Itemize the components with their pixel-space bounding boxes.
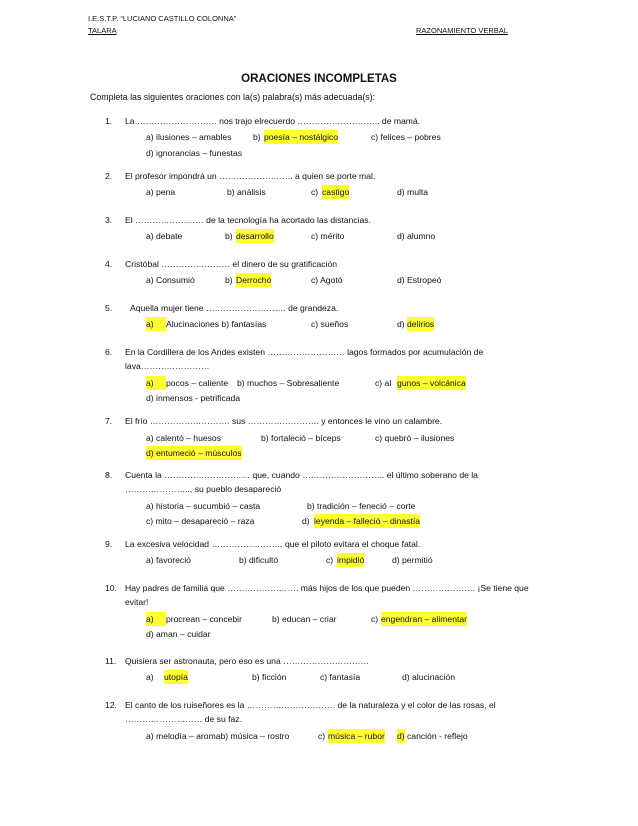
question-stem: El canto de los ruiseñores es la …………………………. de la naturaleza y el color de las rosas, el ……………………… de su faz. xyxy=(125,700,496,724)
question-number: 3. xyxy=(105,215,113,225)
option-c-letter: c) xyxy=(311,187,319,197)
option-a-b: Alucinaciones b) fantasías xyxy=(166,319,267,329)
option-b-answer: desarrollo xyxy=(236,231,274,241)
question-7 xyxy=(105,415,545,429)
option-c-letter: c) xyxy=(318,731,326,741)
option-d-answer: d) entumeció – músculos xyxy=(146,448,242,458)
option-a-letter: a) xyxy=(146,317,166,331)
option-d-answer: delirios xyxy=(407,319,435,329)
question-number: 6. xyxy=(105,347,113,357)
question-stem: La excesiva velocidad ……………………. que el piloto evitara el choque fatal. xyxy=(125,539,421,549)
question-12 xyxy=(105,699,545,726)
instructions: Completa las siguientes oraciones con la(s) palabra(s) más adecuada(s): xyxy=(90,92,376,102)
question-stem: Aquella mujer tiene ………………………. de grandeza. xyxy=(130,303,339,313)
option-c: c) fantasía xyxy=(320,672,361,682)
option-c: c) sueños xyxy=(311,319,349,329)
question-stem: Hay padres de familia que ……………………. más hijos de los que pueden …………………. ¡Se tiene que evitar! xyxy=(125,583,529,607)
question-2 xyxy=(105,170,545,184)
question-stem: Cuenta la ………………………… que, cuando ……………………….. el último soberano de la ………………….., su pueblo desapareció xyxy=(125,470,478,494)
question-stem: El …………………… de la tecnología ha acortado las distancias. xyxy=(125,215,371,225)
question-number: 2. xyxy=(105,171,113,181)
school-name: I.E.S.T.P. “LUCIANO CASTILLO COLONNA” xyxy=(88,14,237,23)
question-9 xyxy=(105,538,545,552)
question-stem: La ………………………. nos trajo elrecuerdo ……………………….. de mamá. xyxy=(125,116,421,126)
question-number: 5. xyxy=(105,303,113,313)
option-b: b) educan – criar xyxy=(272,614,337,624)
question-stem: El profesor impondrá un …………………….. a quien se porte mal. xyxy=(125,171,376,181)
option-d: d) aman – cuidar xyxy=(146,629,211,639)
page-title: ORACIONES INCOMPLETAS xyxy=(241,73,397,85)
option-b: b) tradición – feneció – corte xyxy=(307,501,416,511)
option-d: d) multa xyxy=(397,187,429,197)
question-6 xyxy=(105,346,545,373)
option-b-answer: poesía – nostálgico xyxy=(264,132,339,142)
option-d-letter: d) xyxy=(302,516,310,526)
option-a-answer: procrean – concebir xyxy=(166,614,242,624)
option-b-letter: b) xyxy=(253,132,261,142)
option-b: b) ficción xyxy=(252,672,287,682)
question-stem: En la Cordillera de los Andes existen ……………………… lagos formados por acumulación de lava…………………… xyxy=(125,347,484,371)
question-number: 9. xyxy=(105,539,113,549)
option-c-answer: música – rubor xyxy=(328,731,385,741)
question-number: 10. xyxy=(105,583,117,593)
option-d: d) ignorancias – funestas xyxy=(146,148,243,158)
option-d: d) alucinación xyxy=(402,672,456,682)
option-d: d) Estropeó xyxy=(397,275,442,285)
option-d: d) alumno xyxy=(397,231,436,241)
question-11 xyxy=(105,655,545,669)
option-a: a) historia – sucumbió – casta xyxy=(146,501,261,511)
option-d-answer: leyenda – falleció – dinastía xyxy=(314,516,421,526)
question-number: 12. xyxy=(105,700,117,710)
question-stem: El frío ………………………. sus ……………………. y entonces le vino un calambre. xyxy=(125,416,443,426)
option-c-answer: castigo xyxy=(322,187,350,197)
option-c-answer: engendran – alimentar xyxy=(381,614,467,624)
option-b: b) dificultó xyxy=(239,555,279,565)
option-d-letter: d) xyxy=(397,731,405,741)
option-c: c) mérito xyxy=(311,231,345,241)
option-b: b) muchos – Sobresaliente xyxy=(237,378,340,388)
option-a-answer: pocos – caliente xyxy=(166,378,229,388)
question-5 xyxy=(105,302,545,316)
option-d: d) inmensos - petrificada xyxy=(146,393,241,403)
option-a: a) calentó – huesos xyxy=(146,433,222,443)
question-stem: Quisiera ser astronauta, pero eso es una ………………………… xyxy=(125,656,370,666)
question-10 xyxy=(105,582,545,609)
option-a: a) pena xyxy=(146,187,176,197)
option-c-letter: c) al xyxy=(375,378,392,388)
option-a: a) favoreció xyxy=(146,555,191,565)
option-a: a) debate xyxy=(146,231,183,241)
option-c: c) Agotó xyxy=(311,275,343,285)
question-3 xyxy=(105,214,545,228)
option-a-letter: a) xyxy=(146,612,166,626)
option-c-answer: gunos – volcánica xyxy=(397,378,466,388)
question-8 xyxy=(105,469,545,496)
option-b: b) fortaleció – bíceps xyxy=(261,433,341,443)
subject-name: RAZONAMIENTO VERBAL xyxy=(416,26,508,35)
option-b: b) análisis xyxy=(227,187,266,197)
option-a: a) Consumió xyxy=(146,275,195,285)
option-a-answer: utopía xyxy=(164,672,188,682)
option-b-answer: Derrochó xyxy=(236,275,272,285)
question-1 xyxy=(105,115,545,129)
question-number: 11. xyxy=(105,656,117,666)
question-number: 7. xyxy=(105,416,113,426)
option-a-letter: a) xyxy=(146,376,166,390)
option-b-letter: b) xyxy=(225,231,233,241)
option-c: c) mito – desapareció – raza xyxy=(146,516,255,526)
option-d: d) permitió xyxy=(392,555,433,565)
question-stem: Cristóbal …………………… el dinero de su gratificación xyxy=(125,259,338,269)
option-a-letter: a) xyxy=(146,672,154,682)
question-number: 1. xyxy=(105,116,113,126)
option-c: c) felices – pobres xyxy=(371,132,441,142)
question-number: 4. xyxy=(105,259,113,269)
option-a-b: a) melodía – aromab) música – rostro xyxy=(146,731,290,741)
question-number: 8. xyxy=(105,470,113,480)
option-d-answer: canción - reflejo xyxy=(407,731,468,741)
option-b-letter: b) xyxy=(225,275,233,285)
city-name: TALARA xyxy=(88,26,117,35)
option-c-letter: c) xyxy=(326,555,334,565)
option-d-letter: d) xyxy=(397,319,405,329)
option-c-letter: c) xyxy=(371,614,379,624)
option-a: a) ilusiones – amables xyxy=(146,132,232,142)
option-c-answer: impidió xyxy=(337,555,365,565)
question-4 xyxy=(105,258,545,272)
option-c: c) quebró – ilusiones xyxy=(375,433,455,443)
